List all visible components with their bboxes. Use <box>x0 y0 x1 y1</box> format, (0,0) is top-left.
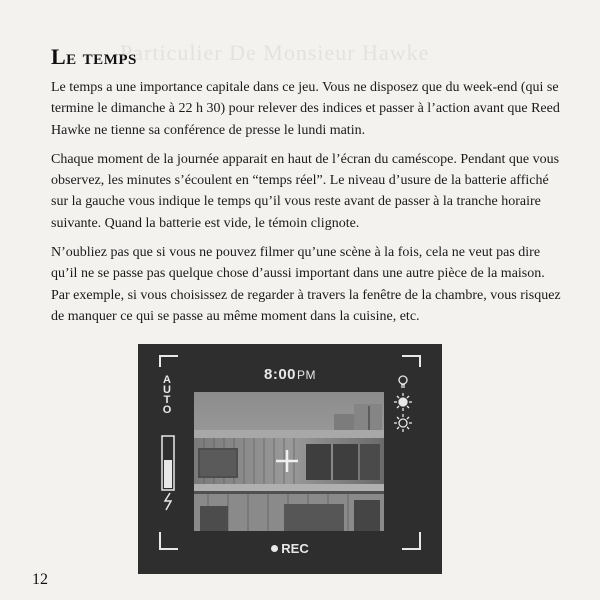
paragraph-3: N’oubliez pas que si vous ne pouvez filmer qu’une scène à la fois, cela ne veut pas dire qu’il ne se passe pas quelque chose d’aussi important dans une autre pièce de la maison. Par exemple, si vous choisissez de regarder à travers la fenêtre de la chambre, vous risquez de manquer ce qui se passe au même moment dans la cuisine, etc. <box>51 245 561 324</box>
rec-dot-icon <box>271 545 278 552</box>
section-heading: Le temps <box>51 44 137 69</box>
rec-label: REC <box>281 541 309 556</box>
auto-letter: A <box>163 374 171 386</box>
bleed-through-title: Particulier De Monsieur Hawke <box>120 40 430 65</box>
camcorder-time <box>138 366 442 386</box>
camcorder-time-ampm: PM <box>297 368 317 382</box>
page-number: 12 <box>32 571 48 588</box>
camcorder-time-value: 8:00 <box>263 366 297 383</box>
paragraph-2: Chaque moment de la journée apparait en haut de l’écran du caméscope. Pendant que vous observez, les minutes s’écoulent en “temps réel”. Le niveau d’usure de la batterie affiché sur la gauche vous indique le temps qu’il vous reste avant de passer à la tranche horaire suivante. Quand la batterie est vide, le témoin clignote. <box>51 151 560 231</box>
battery-gauge <box>162 436 174 490</box>
rec-indicator <box>138 541 442 556</box>
auto-letter: T <box>163 394 171 406</box>
auto-mode-label <box>160 375 174 415</box>
sun-icon <box>394 393 412 411</box>
lightning-icon <box>165 493 171 510</box>
auto-letter: U <box>163 384 171 396</box>
paragraph-1: Le temps a une importance capitale dans ce jeu. Vous ne disposez que du week-end (qui se termine le dimanche à 22 h 30) pour relever des indices et passer à l’action avant que Reed Hawke ne tienne sa conférence de presse le lundi matin. <box>51 80 560 138</box>
camcorder-screenshot <box>138 344 442 574</box>
auto-letter: O <box>162 404 172 416</box>
body-text <box>51 77 561 335</box>
sun-outline-icon <box>394 414 412 432</box>
